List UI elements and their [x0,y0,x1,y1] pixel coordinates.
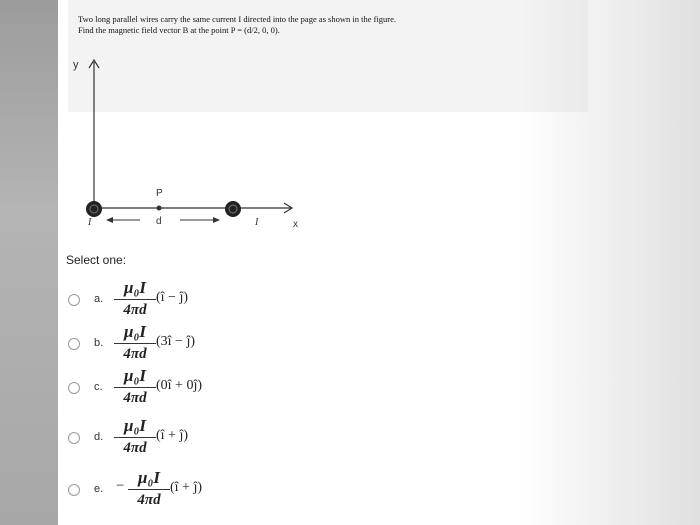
x-axis-label: x [293,219,298,230]
current-left-label: I [88,217,92,228]
question-line-1: Two long parallel wires carry the same current I directed into the page as shown in the figure. [78,14,397,24]
option-b[interactable]: b. μ₀I 4πd (3î − ĵ) [68,322,328,366]
radio-a[interactable] [68,294,80,306]
option-b-letter: b. [94,337,104,349]
option-d-letter: d. [94,431,104,443]
current-right-label: I [255,217,259,228]
point-p-label: P [156,188,163,199]
distance-label: d [156,216,162,227]
radio-c[interactable] [68,382,80,394]
radio-d[interactable] [68,432,80,444]
option-c-letter: c. [94,381,103,393]
option-e[interactable]: e. − μ₀I 4πd (î + ĵ) [68,468,328,512]
question-text [78,14,548,36]
option-e-letter: e. [94,483,104,495]
radio-e[interactable] [68,484,80,496]
y-axis-label: y [73,59,79,71]
wire-left [86,201,102,217]
option-a[interactable]: a. μ₀I 4πd (î − ĵ) [68,278,328,322]
wire-right [225,201,241,217]
wire-diagram [73,50,320,230]
option-a-letter: a. [94,293,104,305]
select-one-label: Select one: [66,253,127,267]
background-left-strip [0,0,58,525]
radio-b[interactable] [68,338,80,350]
question-line-2: Find the magnetic field vector B at the point P = (d/2, 0, 0). [78,25,280,35]
point-p [157,206,162,211]
option-c[interactable]: c. μ₀I 4πd (0î + 0ĵ) [68,366,328,410]
option-d[interactable]: d. μ₀I 4πd (î + ĵ) [68,416,328,460]
